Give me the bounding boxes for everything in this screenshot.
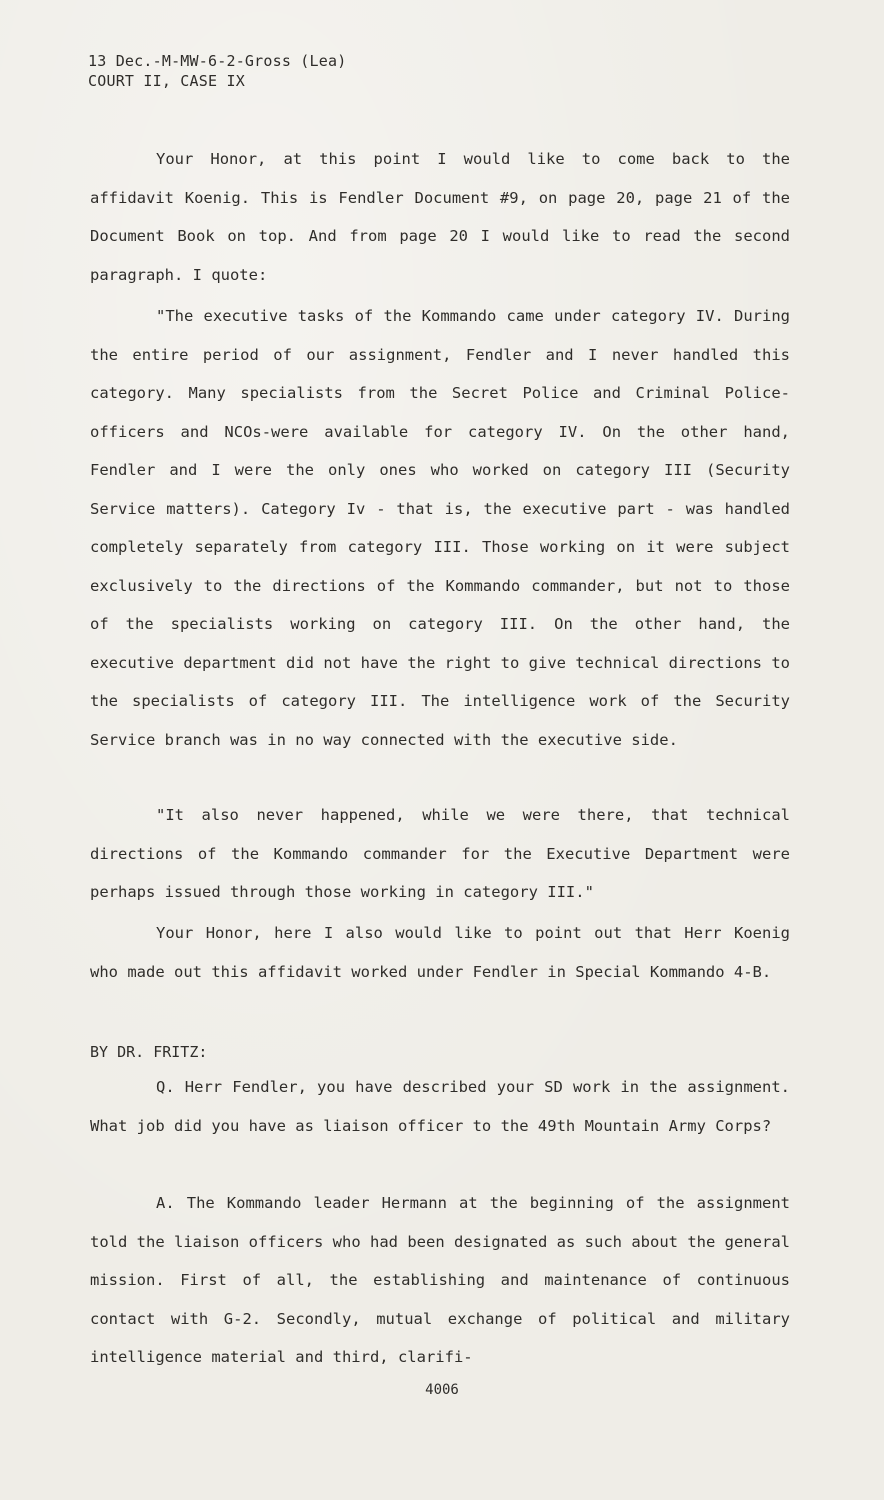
page-number: 4006 [425,1382,459,1398]
question-paragraph: Q. Herr Fendler, you have described your SD work in the assignment. What job did you have as liaison officer to the 49th Mountain Army Corps? [90,1078,790,1135]
paragraph-counsel-note: Your Honor, here I also would like to point out that Herr Koenig who made out this affidavit worked under Fendler in Special Kommando 4-B. [90,924,790,981]
header-court-line: COURT II, CASE IX [88,72,245,90]
answer-paragraph: A. The Kommando leader Hermann at the beginning of the assignment told the liaison officers who had been designated as such about the general mission. First of all, the establishing and maintenance of continuous contact with G-2. Secondly, mutual exchange of political and military intelligence material and third, clarifi- [90,1194,790,1366]
header-session-line: 13 Dec.-M-MW-6-2-Gross (Lea) [88,52,347,70]
paragraph-quote-main: "The executive tasks of the Kommando came under category IV. During the entire period of our assignment, Fendler and I never handled this category. Many specialists from the Secret Police and Criminal Police-officers and NCOs-were available for category IV. On the other hand, Fendler and I were the only ones who worked on category III (Security Service matters). Category Iv - that is, the executive part - was handled completely separately from category III. Those working on it were subject exclusively to the directions of the Kommando commander, but not to those of the specialists working on category III. On the other hand, the executive department did not have the right to give technical directions to the specialists of category III. The intelligence work of the Security Service branch was in no way connected with the executive side. [90,307,790,749]
examiner-byline: BY DR. FRITZ: [90,1043,208,1061]
paragraph-quote-continued: "It also never happened, while we were there, that technical directions of the Kommando commander for the Executive Department were perhaps issued through those working in category III." [90,806,790,901]
paragraph-intro: Your Honor, at this point I would like to come back to the affidavit Koenig. This is Fendler Document #9, on page 20, page 21 of the Document Book on top. And from page 20 I would like to read the second paragraph. I quote: [90,150,790,284]
